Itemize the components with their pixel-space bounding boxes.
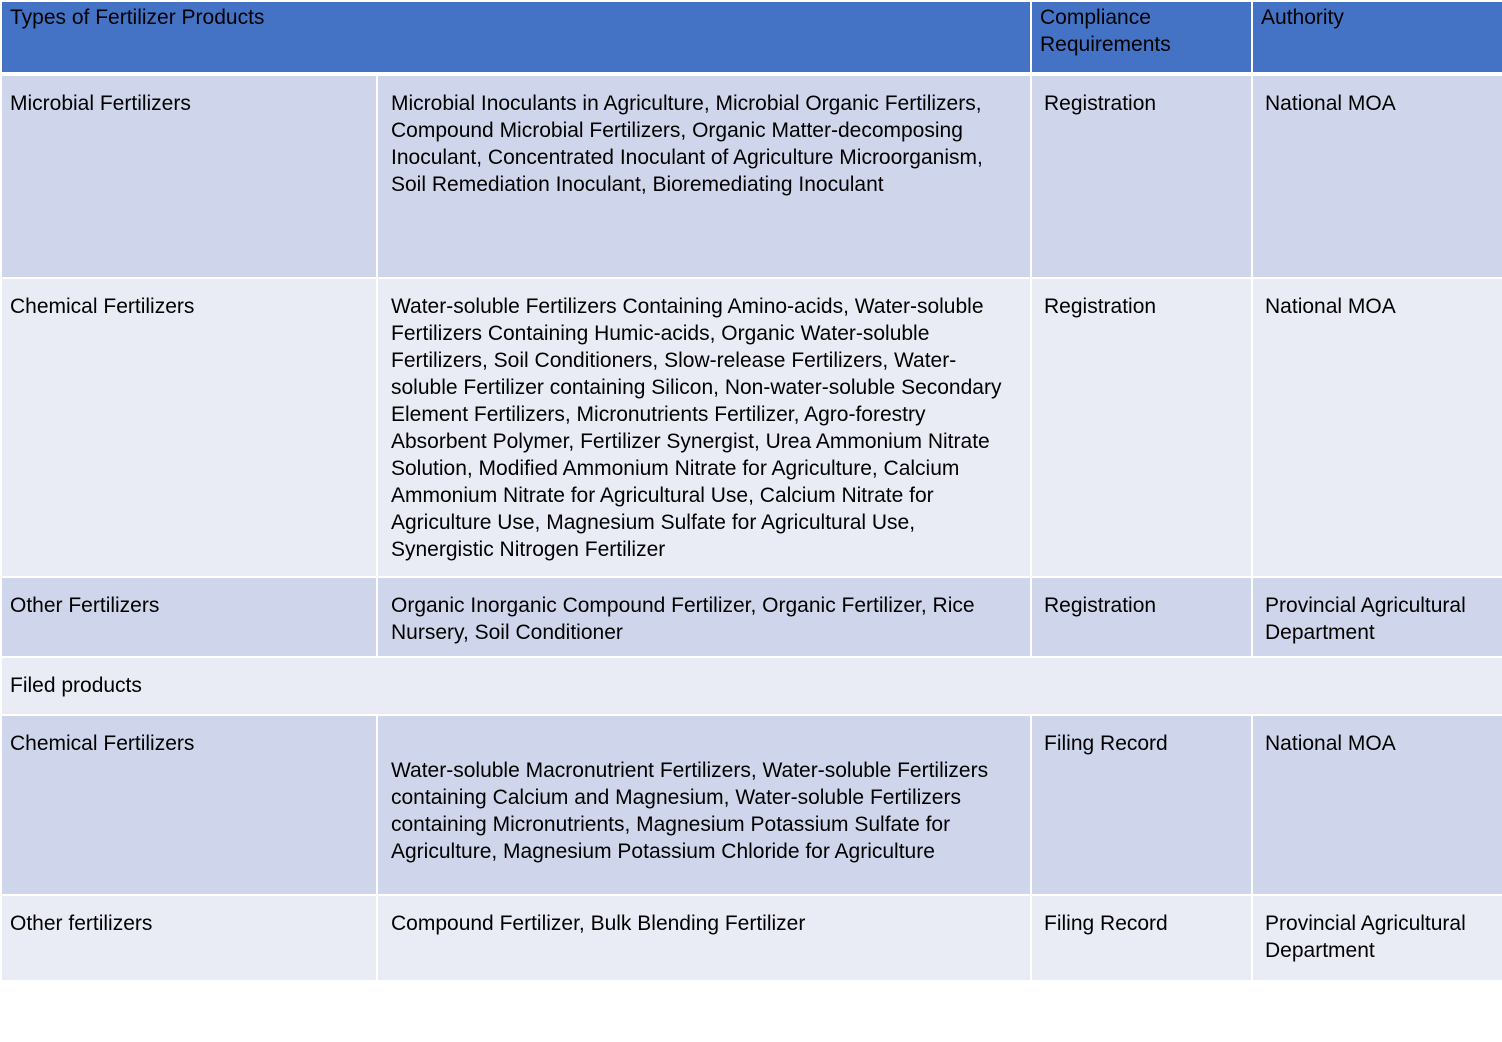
header-authority: Authority xyxy=(1252,1,1502,74)
row-requirement: Registration xyxy=(1031,74,1252,278)
row-authority: National MOA xyxy=(1252,278,1502,577)
table-row xyxy=(1,577,1502,657)
row-authority: Provincial Agricultural Department xyxy=(1252,577,1502,657)
header-compliance: Compliance Requirements xyxy=(1031,1,1252,74)
row-products: Compound Fertilizer, Bulk Blending Fertilizer xyxy=(377,895,1031,981)
row-type: Microbial Fertilizers xyxy=(1,74,377,278)
header-types: Types of Fertilizer Products xyxy=(1,1,1031,74)
row-type: Chemical Fertilizers xyxy=(1,715,377,895)
row-requirement: Registration xyxy=(1031,278,1252,577)
table-row xyxy=(1,278,1502,577)
table-row xyxy=(1,715,1502,895)
row-type: Chemical Fertilizers xyxy=(1,278,377,577)
table-header-row xyxy=(1,1,1502,74)
section-label-filed-products: Filed products xyxy=(1,657,1502,715)
row-products: Water-soluble Macronutrient Fertilizers, Water-soluble Fertilizers containing Calcium and Magnesium, Water-soluble Fertilizers containing Micronutrients, Magnesium Potassium Sulfate for Agriculture, Magnesium Potassium Chloride for Agriculture xyxy=(391,759,989,863)
row-type: Other Fertilizers xyxy=(1,577,377,657)
row-requirement: Filing Record xyxy=(1031,715,1252,895)
row-products: Microbial Inoculants in Agriculture, Microbial Organic Fertilizers, Compound Microbial Fertilizers, Organic Matter-decomposing Inoculant, Concentrated Inoculant of Agriculture Microorganism, Soil Remediation Inoculant, Bioremediating Inoculant xyxy=(377,74,1031,278)
row-products-cell xyxy=(377,715,1031,895)
row-authority: National MOA xyxy=(1252,74,1502,278)
row-type: Other fertilizers xyxy=(1,895,377,981)
row-authority: Provincial Agricultural Department xyxy=(1252,895,1502,981)
row-requirement: Filing Record xyxy=(1031,895,1252,981)
row-products: Organic Inorganic Compound Fertilizer, Organic Fertilizer, Rice Nursery, Soil Conditioner xyxy=(377,577,1031,657)
row-products: Water-soluble Fertilizers Containing Amino-acids, Water-soluble Fertilizers Containing Humic-acids, Organic Water-soluble Fertilizers, Soil Conditioners, Slow-release Fertilizers, Water-soluble Fertilizer containing Silicon, Non-water-soluble Secondary Element Fertilizers, Micronutrients Fertilizer, Agro-forestry Absorbent Polymer, Fertilizer Synergist, Urea Ammonium Nitrate Solution, Modified Ammonium Nitrate for Agriculture, Calcium Ammonium Nitrate for Agricultural Use, Calcium Nitrate for Agriculture Use, Magnesium Sulfate for Agricultural Use, Synergistic Nitrogen Fertilizer xyxy=(377,278,1031,577)
row-authority: National MOA xyxy=(1252,715,1502,895)
table-row xyxy=(1,74,1502,278)
row-requirement: Registration xyxy=(1031,577,1252,657)
section-row xyxy=(1,657,1502,715)
table-row xyxy=(1,895,1502,981)
blank-line xyxy=(391,730,1022,757)
